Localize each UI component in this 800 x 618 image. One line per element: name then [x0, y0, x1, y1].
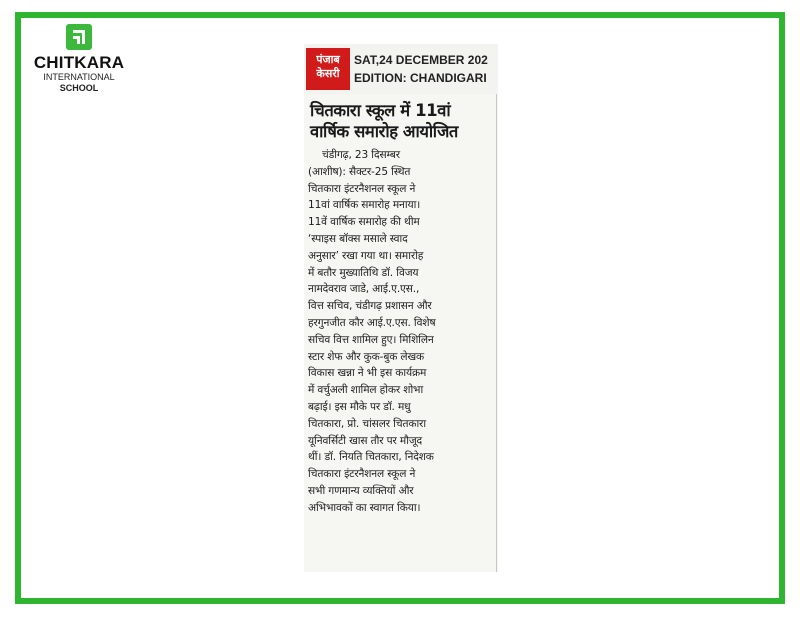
article-line: में बतौर मुख्यातिथि डॉ. विजय [308, 266, 419, 279]
article-line: वित्त सचिव, चंडीगढ़ प्रशासन और [308, 300, 432, 313]
article-line: अभिभावकों का स्वागत किया। [308, 501, 421, 514]
punjab-kesari-logo [306, 48, 350, 90]
article-line: चितकारा इंटरनैशनल स्कूल ने [308, 182, 416, 195]
article-line: सभी गणमान्य व्यक्तियों और [308, 484, 414, 497]
article-line: स्टार शेफ और कुक-बुक लेखक [308, 350, 424, 363]
chitkara-logo [24, 24, 134, 94]
article-line: विकास खन्ना ने भी इस कार्यक्रम [308, 367, 427, 380]
logo-subtitle-school: SCHOOL [59, 83, 99, 93]
article-line: यूनिवर्सिटी खास तौर पर मौजूद [308, 434, 423, 447]
column-rule [496, 94, 497, 572]
masthead [304, 44, 498, 94]
article-body [308, 147, 494, 517]
article-line: में वर्चुअली शामिल होकर शोभा [308, 384, 424, 397]
article-line: बढ़ाई। इस मौके पर डॉ. मधु [308, 400, 411, 413]
article-line: चितकारा इंटरनैशनल स्कूल ने [308, 468, 416, 481]
article-headline [310, 100, 494, 142]
article-line: हरगुनजीत कौर आई.ए.एस. विशेष [308, 316, 436, 329]
publication-edition: EDITION: CHANDIGARI [354, 71, 487, 85]
logo-subtitle-international: INTERNATIONAL [43, 72, 115, 82]
article-line: सचिव वित्त शामिल हुए। मिशिलिन [308, 333, 434, 346]
chitkara-logo-icon [66, 24, 92, 50]
article-line: चंडीगढ़, 23 दिसम्बर [322, 149, 400, 161]
article-line: चितकारा, प्रो. चांसलर चितकारा [308, 417, 426, 430]
paper-name-line2: केसरी [316, 67, 340, 80]
article-line: ‘स्पाइस बॉक्स मसाले स्वाद [308, 232, 408, 245]
article-line: थीं। डॉ. नियति चितकारा, निदेशक [308, 451, 434, 464]
publication-date: SAT,24 DECEMBER 202 [354, 53, 488, 67]
article-line: (आशीष): सैक्टर-25 स्थित [308, 165, 411, 178]
headline-line: वार्षिक समारोह आयोजित [310, 122, 458, 141]
newspaper-clipping [304, 44, 498, 572]
article-line: 11वां वार्षिक समारोह मनाया। [308, 199, 421, 212]
article-line: 11वें वार्षिक समारोह की थीम [308, 216, 420, 229]
logo-name: CHITKARA [33, 53, 125, 72]
headline-line: चितकारा स्कूल में 11वां [310, 101, 451, 120]
paper-name-line1: पंजाब [316, 53, 340, 66]
article-line: अनुसार’ रखा गया था। समारोह [308, 249, 424, 262]
article-line: नामदेवराव जाडे, आई.ए.एस., [308, 283, 420, 296]
